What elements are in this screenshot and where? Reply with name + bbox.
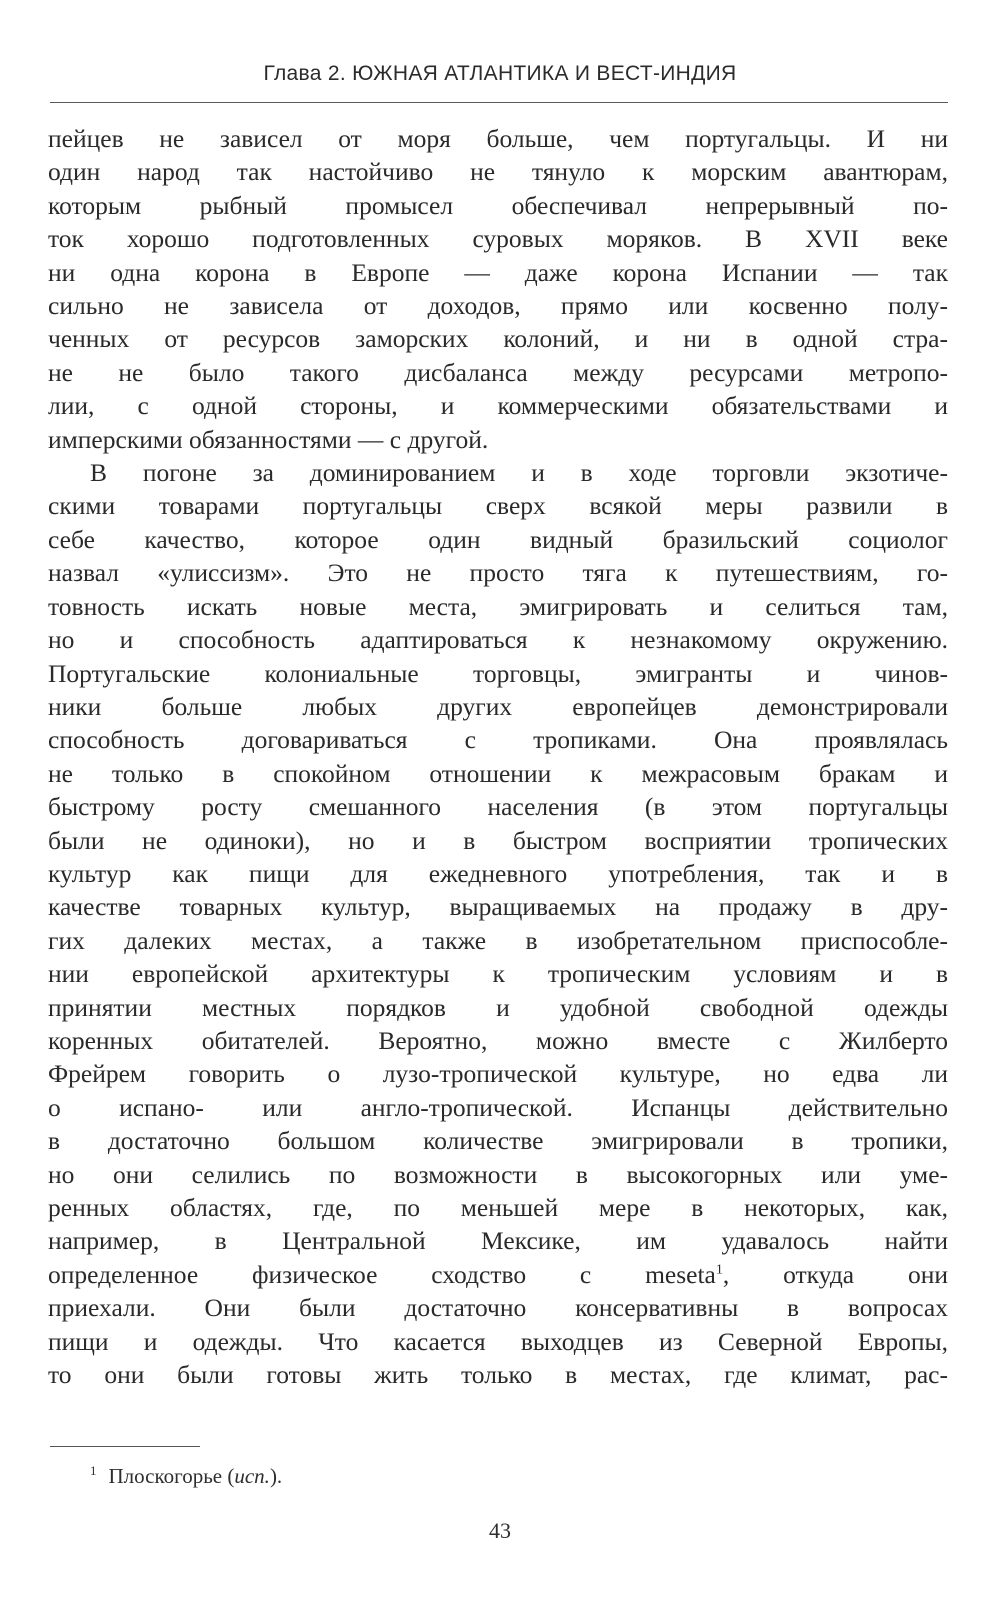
- text-line: в достаточно большом количестве эмигрировали в тропики,: [48, 1126, 948, 1156]
- text-line: Португальские колониальные торговцы, эмигранты и чинов-: [48, 658, 948, 688]
- text-line: имперскими обязанностями — с другой.: [48, 424, 489, 454]
- text-line: один народ так настойчиво не тянуло к морским авантюрам,: [48, 157, 948, 187]
- text-line: качестве товарных культур, выращиваемых на продажу в дру-: [48, 892, 948, 922]
- header-rule: [50, 102, 948, 103]
- text-line: коренных обитателей. Вероятно, можно вместе с Жилберто: [48, 1025, 948, 1055]
- footnote-text-end: ).: [269, 1464, 283, 1488]
- text-line: лии, с одной стороны, и коммерческими обязательствами и: [48, 391, 948, 421]
- page-number: 43: [489, 1518, 511, 1543]
- text-line: способность договариваться с тропиками. Она проявлялась: [48, 725, 948, 755]
- footnote-number: 1: [90, 1463, 97, 1478]
- text-line: то они были готовы жить только в местах, где климат, рас-: [48, 1360, 948, 1390]
- text-line: принятии местных порядков и удобной свободной одежды: [48, 992, 948, 1022]
- text-line: приехали. Они были достаточно консервативны в вопросах: [48, 1293, 948, 1323]
- footnote-text: Плоскогорье (: [108, 1464, 235, 1488]
- text-line: скими товарами португальцы сверх всякой меры развили в: [48, 491, 948, 521]
- text-line: ток хорошо подготовленных суровых моряков. В XVII веке: [48, 224, 948, 254]
- text-line-with-footnote: [48, 1258, 948, 1291]
- text-line: например, в Центральной Мексике, им удавалось найти: [48, 1226, 948, 1256]
- text-line: В погоне за доминированием и в ходе торговли экзотиче-: [90, 458, 948, 488]
- text-line: пейцев не зависел от моря больше, чем португальцы. И ни: [48, 124, 948, 153]
- text-line: быстрому росту смешанного населения (в этом португальцы: [48, 792, 948, 822]
- footnote-rule: [50, 1446, 200, 1447]
- text-line: ченных от ресурсов заморских колоний, и ни в одной стра-: [48, 324, 948, 354]
- text-fragment: , откуда они: [722, 1259, 948, 1289]
- text-line: пищи и одежды. Что касается выходцев из Северной Европы,: [48, 1326, 948, 1356]
- text-line: ни одна корона в Европе — даже корона Испании — так: [48, 257, 948, 287]
- text-line: нии европейской архитектуры к тропическим условиям и в: [48, 959, 948, 989]
- footnote-marker[interactable]: 1: [715, 1262, 723, 1278]
- paragraph-2: [48, 456, 948, 1391]
- text-line: не не было такого дисбаланса между ресурсами метропо-: [48, 357, 948, 387]
- text-line: но они селились по возможности в высокогорных или уме-: [48, 1159, 948, 1189]
- body-text: [48, 122, 948, 1391]
- text-line: товность искать новые места, эмигрировать и селиться там,: [48, 591, 948, 621]
- text-line: не только в спокойном отношении к межрасовым бракам и: [48, 758, 948, 788]
- text-fragment: определенное физическое сходство с meseta: [48, 1259, 716, 1289]
- text-line: которым рыбный промысел обеспечивал непрерывный по-: [48, 190, 948, 220]
- footnote-italic: исп.: [234, 1464, 270, 1488]
- text-line: ренных областях, где, по меньшей мере в некоторых, как,: [48, 1193, 948, 1222]
- footnote: [90, 1462, 890, 1490]
- running-head: Глава 2. ЮЖНАЯ АТЛАНТИКА И ВЕСТ-ИНДИЯ: [263, 62, 737, 85]
- text-line: ники больше любых других европейцев демонстрировали: [48, 691, 948, 721]
- text-line: сильно не зависела от доходов, прямо или косвенно полу-: [48, 291, 948, 321]
- text-line: Фрейрем говорить о лузо-тропической культуре, но едва ли: [48, 1059, 948, 1089]
- text-line: себе качество, которое один видный бразильский социолог: [48, 524, 948, 554]
- paragraph-1: [48, 122, 948, 456]
- text-line: культур как пищи для ежедневного употребления, так и в: [48, 858, 948, 888]
- text-line: гих далеких местах, а также в изобретательном приспособле-: [48, 925, 948, 955]
- text-line: о испано- или англо-тропической. Испанцы действительно: [48, 1092, 948, 1122]
- text-line: но и способность адаптироваться к незнакомому окружению.: [48, 625, 948, 655]
- text-line: назвал «улиссизм». Это не просто тяга к путешествиям, го-: [48, 558, 948, 588]
- text-line: были не одиноки), но и в быстром восприятии тропических: [48, 825, 948, 855]
